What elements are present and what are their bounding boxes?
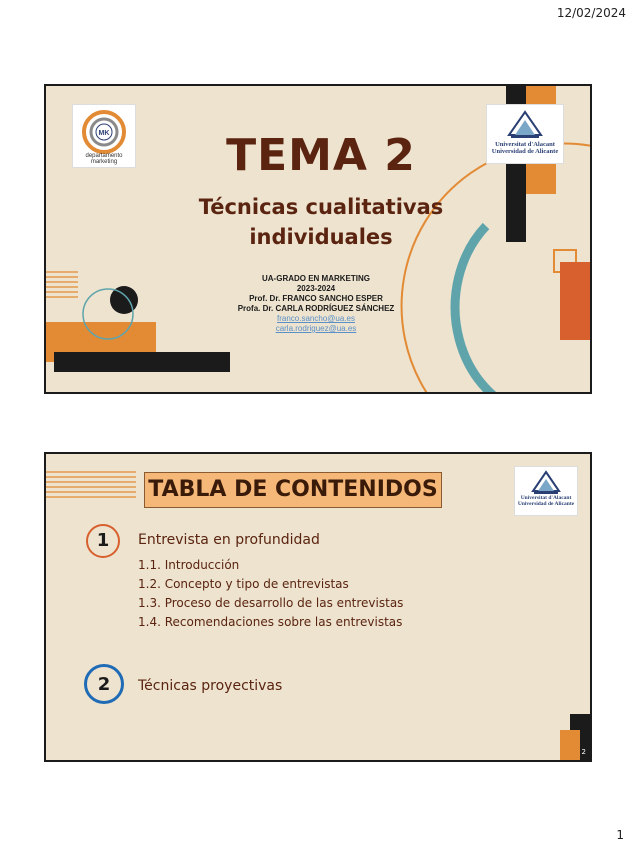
university-name-line: Universidad de Alicante [491,148,559,155]
email-link[interactable]: carla.rodriguez@ua.es [275,324,357,333]
course-info-line: UA-GRADO EN MARKETING [262,274,370,283]
toc-item: 1.1. Introducción [138,558,240,572]
course-info [206,274,426,334]
slide-title [44,84,592,394]
course-info-line: 2023-2024 [296,284,336,293]
mk-logo-icon [73,107,135,159]
section-items [138,556,403,632]
course-info-line: Prof. Dr. FRANCO SANCHO ESPER [249,294,383,303]
toc-item: 1.3. Proceso de desarrollo de las entrevistas [138,596,404,610]
slide-table-of-contents [44,452,592,762]
section-number-badge: 2 [84,664,124,704]
svg-text:MK: MK [98,130,110,137]
section-title: Entrevista en profundidad [138,532,320,548]
department-logo-label: departamento marketing [85,153,123,165]
page-number: 1 [616,828,624,842]
email-link[interactable]: franco.sancho@ua.es [277,314,355,323]
section-title: Técnicas proyectivas [138,678,283,694]
university-logo-icon [505,109,545,139]
university-name-line: Universidad de Alicante [517,501,575,507]
university-name-line: Universitat d'Alacant [520,495,572,501]
slide-title-heading: TEMA 2 [226,130,416,181]
university-logo-icon [530,470,562,494]
section-number-badge: 1 [86,524,120,558]
page-date: 12/02/2024 [556,6,626,20]
toc-item: 1.4. Recomendaciones sobre las entrevistas [138,615,403,629]
university-name-line: Universitat d'Alacant [495,141,555,148]
toc-heading: TABLA DE CONTENIDOS [144,472,442,508]
university-logo [486,104,564,164]
slide-subtitle: Técnicas cualitativas individuales [198,195,444,249]
toc-item: 1.2. Concepto y tipo de entrevistas [138,577,349,591]
course-info-line: Profa. Dr. CARLA RODRÍGUEZ SÁNCHEZ [237,304,395,313]
department-logo [72,104,136,168]
slide-number: 2 [581,748,586,756]
university-logo [514,466,578,516]
